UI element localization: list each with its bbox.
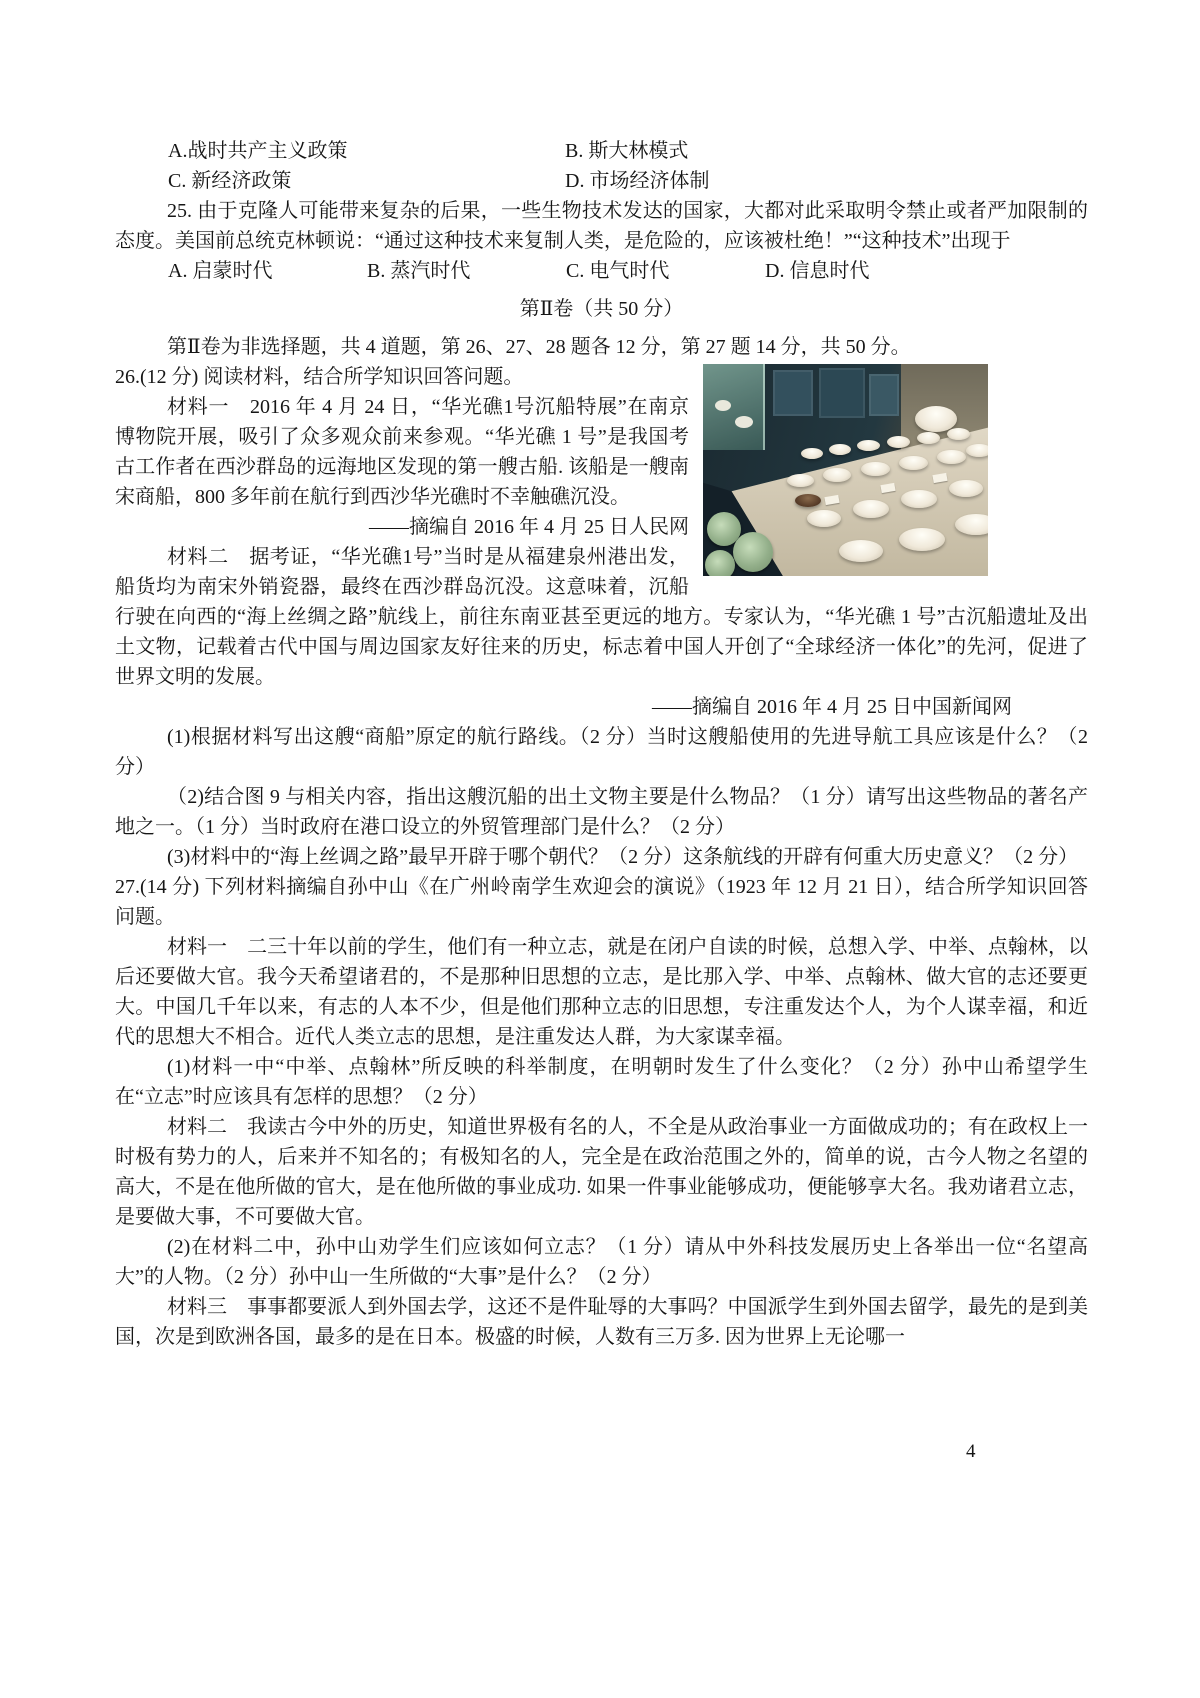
page-content bbox=[115, 136, 1088, 1352]
cel-shape bbox=[705, 550, 735, 576]
question25-option-a: A. 启蒙时代 bbox=[168, 260, 273, 282]
bowl-dark-shape bbox=[795, 494, 821, 507]
question27-sub1: (1)材料一中“中举、点翰林”所反映的科举制度，在明朝时发生了什么变化？（2 分）孙中山希望学生在“立志”时应该具有怎样的思想？（2 分） bbox=[115, 1056, 1088, 1108]
question26-header: 26.(12 分) 阅读材料，结合所学知识回答问题。 bbox=[115, 366, 524, 388]
question25-option-d: D. 信息时代 bbox=[765, 260, 870, 282]
bowl-shape bbox=[917, 432, 940, 444]
cel-shape bbox=[733, 532, 773, 572]
question27-material1: 材料一 二三十年以前的学生，他们有一种立志，就是在闭户自读的时候，总想入学、中举、点翰林，以后还要做大官。我今天希望诸君的，不是那种旧思想的立志，是比那入学、中举、点翰林、做大官的志还要更大。中国几千年以来，有志的人本不少，但是他们那种立志的旧思想，专注重发达个人，为个人谋幸福，和近代的思想大不相合。近代人类立志的思想，是注重发达人群，为大家谋幸福。 bbox=[115, 936, 1088, 1048]
question24-options-row1 bbox=[115, 136, 1088, 166]
question27-header: 27.(14 分) 下列材料摘编自孙中山《在广州岭南学生欢迎会的演说》（1923 年 12 月 21 日），结合所学知识回答问题。 bbox=[115, 876, 1088, 928]
question26-source2: ——摘编自 2016 年 4 月 25 日中国新闻网 bbox=[652, 696, 1012, 718]
bowl-shape bbox=[853, 500, 889, 518]
bowl-shape bbox=[947, 428, 970, 440]
question26-sub1: (1)根据材料写出这艘“商船”原定的航行路线。（2 分）当时这艘船使用的先进导航工具应该是什么？（2 分） bbox=[115, 726, 1088, 778]
ex-poster-shape bbox=[869, 374, 899, 416]
question26-sub2: （2)结合图 9 与相关内容，指出这艘沉船的出土文物主要是什么物品？（1 分）请写出这些物品的著名产地之一。（1 分）当时政府在港口设立的外贸管理部门是什么？（2 分） bbox=[115, 786, 1088, 838]
section2-intro: 第Ⅱ卷为非选择题，共 4 道题，第 26、27、28 题各 12 分，第 27 题 14 分，共 50 分。 bbox=[167, 336, 911, 358]
question26-sub3: (3)材料中的“海上丝调之路”最早开辟于哪个朝代？（2 分）这条航线的开辟有何重大历史意义？（2 分） bbox=[167, 846, 1079, 868]
question25-options-row bbox=[115, 256, 1088, 286]
page-number: 4 bbox=[966, 1441, 976, 1462]
bowl-shape bbox=[829, 444, 851, 455]
question24-option-a: A.战时共产主义政策 bbox=[168, 140, 348, 162]
exhibit-photo bbox=[703, 364, 988, 576]
bowl-shape bbox=[787, 474, 814, 487]
question24-option-c: C. 新经济政策 bbox=[168, 170, 292, 192]
bowl-shape bbox=[857, 440, 880, 451]
question25-option-c: C. 电气时代 bbox=[566, 260, 670, 282]
bowl-shape bbox=[839, 540, 883, 562]
bowl-shape bbox=[966, 444, 988, 457]
bowl-shape bbox=[861, 462, 890, 476]
bowl-shape bbox=[901, 490, 937, 508]
bowl-shape bbox=[823, 468, 851, 482]
bowl-shape bbox=[915, 406, 957, 432]
question24-options-row2 bbox=[115, 166, 1088, 196]
question26-block bbox=[115, 362, 1088, 872]
ex-item-shape bbox=[715, 400, 731, 411]
question27-block bbox=[115, 872, 1088, 1352]
question24-option-d: D. 市场经济体制 bbox=[565, 170, 710, 192]
ex-item-shape bbox=[735, 416, 753, 428]
question26-material2: 材料二 据考证，“华光礁1号”当时是从福建泉州港出发，船货均为南宋外销瓷器，最终在西沙群岛沉没。这意味着，沉船行驶在向西的“海上丝绸之路”航线上，前往东南亚甚至更远的地方。专家认为，“华光礁 1 号”古沉船遗址及出土文物，记载着古代中国与周边国家友好往来的历史，标志着中国人开创了“全球经济一体化”的先河，促进了世界文明的发展。 bbox=[115, 546, 1088, 688]
bowl-shape bbox=[899, 456, 928, 470]
section2-title: 第Ⅱ卷（共 50 分） bbox=[519, 298, 684, 320]
question27-sub2: (2)在材料二中，孙中山劝学生们应该如何立志？（1 分）请从中外科技发展历史上各举出一位“名望高大”的人物。（2 分）孙中山一生所做的“大事”是什么？（2 分） bbox=[115, 1236, 1088, 1288]
bowl-shape bbox=[899, 528, 945, 551]
ex-glass-shape bbox=[703, 364, 765, 450]
question27-material3: 材料三 事事都要派人到外国去学，这还不是件耻辱的大事吗？中国派学生到外国去留学，最先的是到美国，次是到欧洲各国，最多的是在日本。极盛的时候，人数有三万多. 因为世界上无论哪一 bbox=[115, 1296, 1088, 1348]
bowl-shape bbox=[807, 510, 841, 527]
question26-material1: 材料一 2016 年 4 月 24 日，“华光礁1号沉船特展”在南京博物院开展，吸引了众多观众前来参观。“华光礁 1 号”是我国考古工作者在西沙群岛的远海地区发现的第一艘古船. 该船是一艘南宋商船，800 多年前在航行到西沙华光礁时不幸触礁沉没。 bbox=[115, 396, 689, 508]
bowl-shape bbox=[801, 448, 823, 459]
ex-poster-shape bbox=[773, 370, 813, 416]
ex-poster-shape bbox=[819, 368, 865, 418]
bowl-shape bbox=[887, 436, 910, 448]
figure9-wrap bbox=[703, 364, 988, 576]
question27-material2: 材料二 我读古今中外的历史，知道世界极有名的人，不全是从政治事业一方面做成功的；有在政权上一时极有势力的人，后来并不知名的；有极知名的人，完全是在政治范围之外的，简单的说，古今人物之名望的高大，不是在他所做的官大，是在他所做的事业成功. 如果一件事业能够成功，便能够享大名。我劝诸君立志，是要做大事，不可要做大官。 bbox=[115, 1116, 1088, 1228]
bowl-shape bbox=[937, 450, 966, 464]
question24-option-b: B. 斯大林模式 bbox=[565, 140, 689, 162]
question25-option-b: B. 蒸汽时代 bbox=[367, 260, 471, 282]
question25-stem: 25. 由于克隆人可能带来复杂的后果，一些生物技术发达的国家，大都对此采取明令禁止或者严加限制的态度。美国前总统克林顿说：“通过这种技术来复制人类，是危险的，应该被杜绝！”“这种技术”出现于 bbox=[115, 200, 1088, 252]
question26-source1: ——摘编自 2016 年 4 月 25 日人民网 bbox=[369, 516, 689, 538]
bowl-shape bbox=[949, 480, 983, 497]
